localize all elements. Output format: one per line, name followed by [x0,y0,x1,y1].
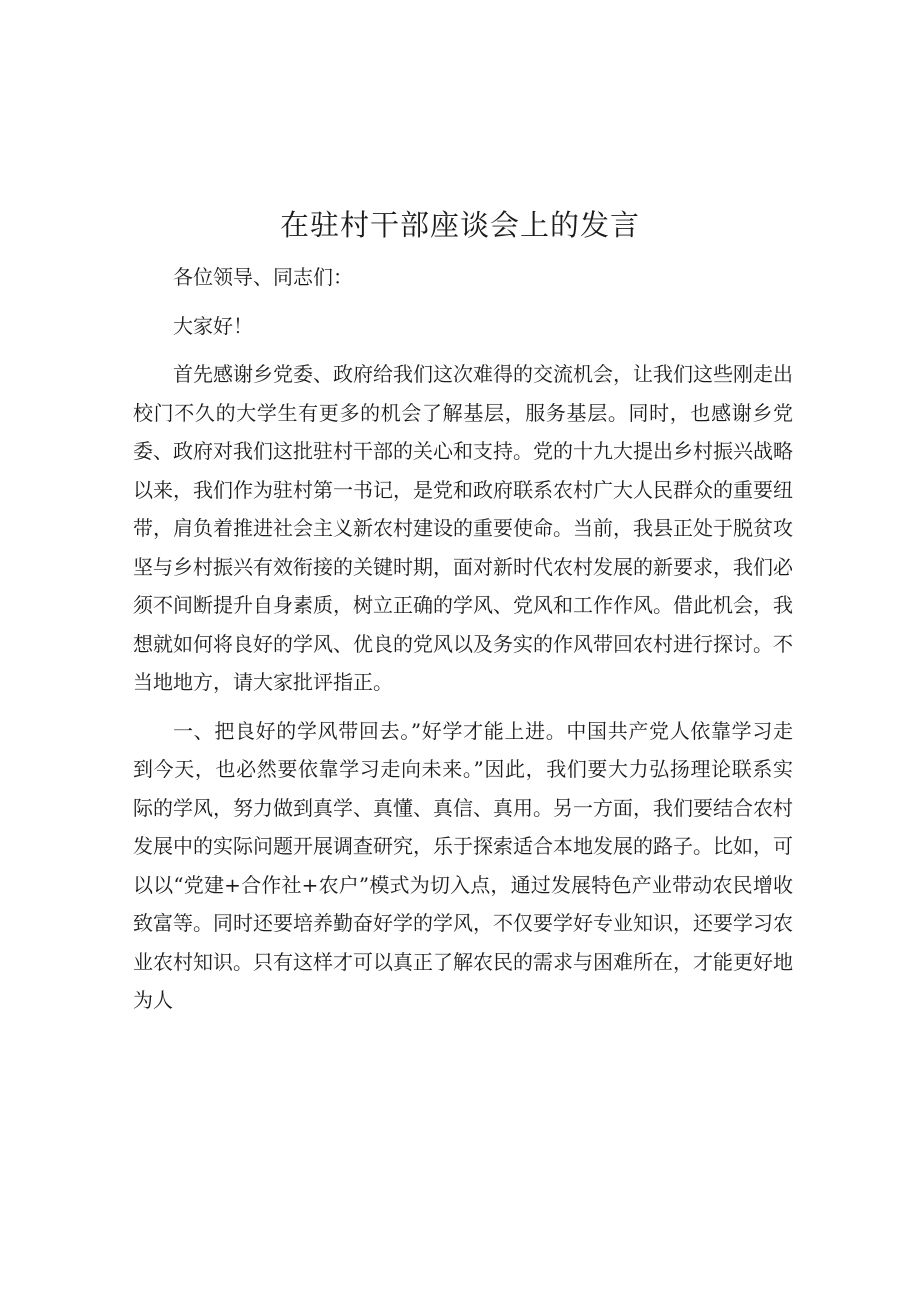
paragraph-intro: 首先感谢乡党委、政府给我们这次难得的交流机会，让我们这些刚走出校门不久的大学生有更多的机会了解基层，服务基层。同时，也感谢乡党委、政府对我们这批驻村干部的关心和支持。党的十九大提出乡村振兴战略以来，我们作为驻村第一书记，是党和政府联系农村广大人民群众的重要纽带，肩负着推进社会主义新农村建设的重要使命。当前，我县正处于脱贫攻坚与乡村振兴有效衔接的关键时期，面对新时代农村发展的新要求，我们必须不间断提升自身素质，树立正确的学风、党风和工作作风。借此机会，我想就如何将良好的学风、优良的党风以及务实的作风带回农村进行探讨。不当地地方，请大家批评指正。 [133,362,793,694]
document-title: 在驻村干部座谈会上的发言 [279,208,640,242]
document-body [133,258,793,1020]
greeting: 大家好！ [173,313,253,338]
salutation: 各位领导、同志们： [173,265,353,289]
paragraph-study-style: 一、把良好的学风带回去。”好学才能上进。中国共产党人依靠学习走到今天，也必然要依靠学习走向未来。”因此，我们要大力弘扬理论联系实际的学风，努力做到真学、真懂、真信、真用。另一方面，我们要结合农村发展中的实际问题开展调查研究，乐于探索适合本地发展的路子。比如，可以以“党建+合作社+农户”模式为切入点，通过发展特色产业带动农民增收致富等。同时还要培养勤奋好学的学风，不仅要学好专业知识，还要学习农业农村知识。只有这样才可以真正了解农民的需求与困难所在，才能更好地为人 [133,718,793,1012]
